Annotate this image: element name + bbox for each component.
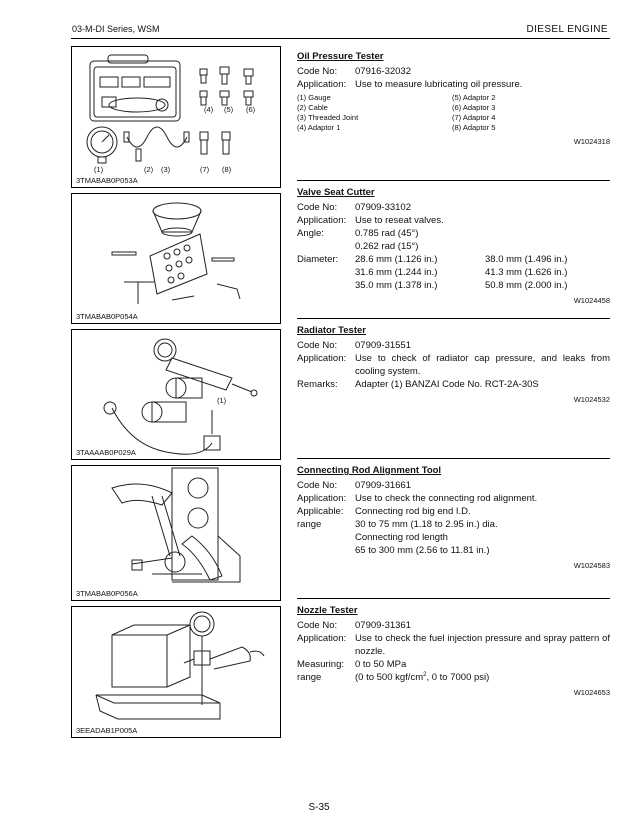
application-row bbox=[297, 632, 610, 658]
part-item: (5) Adaptor 2 bbox=[452, 93, 496, 102]
connecting-rod-tool-illustration bbox=[72, 466, 281, 601]
diameter-value: 38.0 mm (1.496 in.) bbox=[485, 254, 568, 265]
figure-code: 3EEADAB1P005A bbox=[76, 726, 138, 735]
figure-connecting-rod-tool bbox=[71, 465, 281, 601]
label-7: (7) bbox=[200, 165, 210, 174]
figure-code: 3TMABAB0P054A bbox=[76, 312, 138, 321]
diameter-row bbox=[297, 266, 610, 279]
angle-value-2: 0.262 rad (15°) bbox=[355, 241, 419, 252]
remarks-value: Adapter (1) BANZAI Code No. RCT-2A-30S bbox=[355, 379, 539, 390]
angle-value-1: 0.785 rad (45°) bbox=[355, 228, 419, 239]
range-value bbox=[355, 671, 610, 684]
length-label: Connecting rod length bbox=[355, 532, 448, 543]
applicable-row bbox=[297, 505, 610, 518]
figure-nozzle-tester bbox=[71, 606, 281, 738]
application-value: Use to reseat valves. bbox=[355, 215, 444, 226]
code-row bbox=[297, 65, 610, 78]
code-value: 07909-31551 bbox=[355, 340, 411, 351]
code-row bbox=[297, 339, 610, 352]
w-code: W1024458 bbox=[573, 296, 610, 305]
measuring-value: 0 to 50 MPa bbox=[355, 659, 407, 670]
range-value: 30 to 75 mm (1.18 to 2.95 in.) dia. bbox=[355, 519, 498, 530]
figure-oil-pressure-tester bbox=[71, 46, 281, 188]
range-value-post: , 0 to 7000 psi) bbox=[426, 672, 490, 683]
range-row bbox=[297, 518, 610, 531]
range-superscript: 2 bbox=[423, 671, 427, 678]
section-divider bbox=[297, 598, 610, 599]
figure-code: 3TMABAB0P053A bbox=[76, 176, 138, 185]
section-radiator-tester bbox=[297, 324, 610, 406]
code-value: 07916-32032 bbox=[355, 66, 411, 77]
application-row bbox=[297, 214, 610, 227]
application-row bbox=[297, 352, 610, 378]
application-label: Application: bbox=[297, 79, 347, 90]
remarks-label: Remarks: bbox=[297, 379, 338, 390]
section-title: Valve Seat Cutter bbox=[297, 187, 375, 198]
section-connecting-rod-tool bbox=[297, 464, 610, 572]
application-label: Application: bbox=[297, 353, 347, 364]
section-oil-pressure-tester bbox=[297, 50, 610, 148]
code-label: Code No: bbox=[297, 66, 338, 77]
header-right: DIESEL ENGINE bbox=[526, 24, 608, 35]
label-adapter-1: (1) bbox=[217, 396, 227, 405]
range-row bbox=[297, 671, 610, 684]
radiator-tester-illustration bbox=[72, 330, 281, 460]
applicable-value: Connecting rod big end I.D. bbox=[355, 506, 471, 517]
part-item: (2) Cable bbox=[297, 103, 328, 112]
code-value: 07909-31661 bbox=[355, 480, 411, 491]
code-row bbox=[297, 479, 610, 492]
diameter-value: 35.0 mm (1.378 in.) bbox=[355, 280, 438, 291]
w-code: W1024653 bbox=[573, 688, 610, 697]
header-left: 03-M-DI Series, WSM bbox=[72, 24, 160, 34]
figure-code: 3TMABAB0P056A bbox=[76, 589, 138, 598]
section-title: Oil Pressure Tester bbox=[297, 51, 384, 62]
part-item: (8) Adaptor 5 bbox=[452, 123, 496, 132]
w-code: W1024318 bbox=[573, 137, 610, 146]
figure-valve-seat-cutter bbox=[71, 193, 281, 324]
code-label: Code No: bbox=[297, 202, 338, 213]
part-item: (6) Adaptor 3 bbox=[452, 103, 496, 112]
application-row bbox=[297, 492, 610, 505]
code-row bbox=[297, 201, 610, 214]
application-value: Use to check of radiator cap pressure, and leaks from cooling system. bbox=[355, 353, 610, 377]
label-2: (2) bbox=[144, 165, 154, 174]
label-5: (5) bbox=[224, 105, 234, 114]
section-divider bbox=[297, 180, 610, 181]
section-divider bbox=[297, 458, 610, 459]
diameter-value: 41.3 mm (1.626 in.) bbox=[485, 267, 568, 278]
diameter-row bbox=[297, 253, 610, 266]
code-value: 07909-33102 bbox=[355, 202, 411, 213]
w-code: W1024532 bbox=[573, 395, 610, 404]
code-label: Code No: bbox=[297, 620, 338, 631]
application-value: Use to check the connecting rod alignment. bbox=[355, 493, 538, 504]
length-label-row bbox=[297, 531, 610, 544]
measuring-row bbox=[297, 658, 610, 671]
applicable-label: Applicable: bbox=[297, 506, 344, 517]
section-title: Connecting Rod Alignment Tool bbox=[297, 465, 442, 476]
label-6: (6) bbox=[246, 105, 256, 114]
label-1: (1) bbox=[94, 165, 104, 174]
code-label: Code No: bbox=[297, 480, 338, 491]
code-label: Code No: bbox=[297, 340, 338, 351]
application-value: Use to check the fuel injection pressure and spray pattern of nozzle. bbox=[355, 633, 610, 657]
range-label: range bbox=[297, 519, 322, 530]
page-number: S-35 bbox=[308, 802, 330, 813]
angle-row-2 bbox=[297, 240, 610, 253]
section-divider bbox=[297, 318, 610, 319]
application-label: Application: bbox=[297, 215, 347, 226]
figure-radiator-tester bbox=[71, 329, 281, 460]
section-nozzle-tester bbox=[297, 604, 610, 699]
application-label: Application: bbox=[297, 493, 347, 504]
range-value-pre: (0 to 500 kgf/cm bbox=[355, 672, 424, 683]
label-3: (3) bbox=[161, 165, 171, 174]
valve-seat-cutter-illustration bbox=[72, 194, 281, 324]
range-label: range bbox=[297, 672, 322, 683]
parts-list bbox=[297, 93, 610, 133]
label-4: (4) bbox=[204, 105, 214, 114]
code-value: 07909-31361 bbox=[355, 620, 411, 631]
section-title: Radiator Tester bbox=[297, 325, 366, 336]
diameter-value: 50.8 mm (2.000 in.) bbox=[485, 280, 568, 291]
part-item: (1) Gauge bbox=[297, 93, 331, 102]
nozzle-tester-illustration bbox=[72, 607, 281, 738]
section-valve-seat-cutter bbox=[297, 186, 610, 307]
angle-label: Angle: bbox=[297, 228, 324, 239]
diameter-value: 28.6 mm (1.126 in.) bbox=[355, 254, 438, 265]
part-item: (4) Adaptor 1 bbox=[297, 123, 341, 132]
diameter-row bbox=[297, 279, 610, 292]
figure-code: 3TAAAAB0P029A bbox=[76, 448, 136, 457]
oil-pressure-tester-illustration bbox=[72, 47, 281, 188]
application-row bbox=[297, 78, 610, 91]
length-value: 65 to 300 mm (2.56 to 11.81 in.) bbox=[355, 545, 490, 556]
label-8: (8) bbox=[222, 165, 232, 174]
remarks-row bbox=[297, 378, 610, 391]
application-value: Use to measure lubricating oil pressure. bbox=[355, 79, 523, 90]
section-title: Nozzle Tester bbox=[297, 605, 358, 616]
measuring-label: Measuring: bbox=[297, 659, 344, 670]
code-row bbox=[297, 619, 610, 632]
part-item: (3) Threaded Joint bbox=[297, 113, 359, 122]
diameter-label: Diameter: bbox=[297, 254, 339, 265]
application-label: Application: bbox=[297, 633, 347, 644]
part-item: (7) Adaptor 4 bbox=[452, 113, 496, 122]
w-code: W1024583 bbox=[573, 561, 610, 570]
angle-row bbox=[297, 227, 610, 240]
length-value-row bbox=[297, 544, 610, 557]
diameter-value: 31.6 mm (1.244 in.) bbox=[355, 267, 438, 278]
header-rule bbox=[71, 38, 610, 39]
